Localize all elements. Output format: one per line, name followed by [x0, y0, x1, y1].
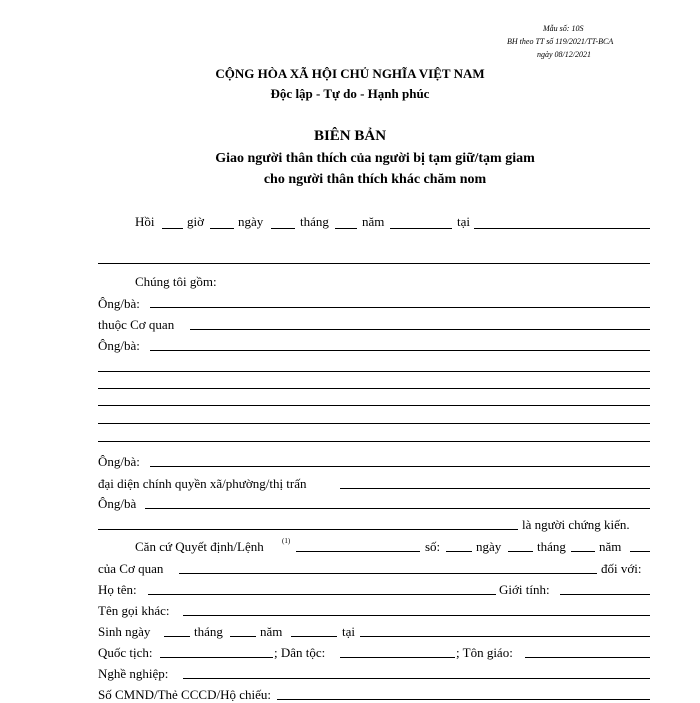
label-ong-ba-4: Ông/bà: [98, 496, 137, 511]
field-thang-2[interactable]: [571, 551, 595, 552]
field-quyet-dinh[interactable]: [296, 551, 420, 552]
field-ong-ba-4[interactable]: [145, 508, 650, 509]
field-xa-phuong[interactable]: [340, 488, 650, 489]
field-hour[interactable]: [162, 228, 183, 229]
field-ton-giao[interactable]: [525, 657, 650, 658]
form-number: Mẫu số: 10S: [543, 24, 584, 33]
label-ngay: ngày: [238, 214, 264, 229]
field-minute[interactable]: [210, 228, 234, 229]
field-so[interactable]: [446, 551, 472, 552]
field-dan-toc[interactable]: [340, 657, 455, 658]
form-date: ngày 08/12/2021: [537, 50, 591, 59]
document-title: BIÊN BẢN: [313, 128, 387, 144]
label-so: số:: [425, 539, 441, 554]
field-blank-line-1[interactable]: [98, 371, 650, 372]
label-hoi: Hồi: [135, 214, 155, 229]
label-cua-co-quan: của Cơ quan: [98, 561, 164, 576]
field-ong-ba-2[interactable]: [150, 350, 650, 351]
label-ong-ba-3: Ông/bà:: [98, 454, 140, 469]
field-day[interactable]: [271, 228, 295, 229]
label-quoc-tich: Quốc tịch:: [98, 645, 153, 660]
label-sinh-ngay: Sinh ngày: [98, 624, 151, 639]
field-year[interactable]: [390, 228, 452, 229]
field-ong-ba-1[interactable]: [150, 307, 650, 308]
label-tai: tại: [457, 214, 470, 229]
label-ten-goi-khac: Tên gọi khác:: [98, 603, 170, 618]
document-subtitle-2: cho người thân thích khác chăm nom: [263, 172, 487, 187]
field-nam-2[interactable]: [630, 551, 650, 552]
label-nam-2: năm: [599, 539, 622, 554]
label-dai-dien: đại diện chính quyền xã/phường/thị trấn: [98, 476, 307, 491]
label-nghe-nghiep: Nghề nghiệp:: [98, 666, 169, 681]
label-ton-giao: ; Tôn giáo:: [456, 645, 513, 660]
field-blank-line-2[interactable]: [98, 388, 650, 389]
field-quoc-tich[interactable]: [160, 657, 273, 658]
label-thuoc-co-quan: thuộc Cơ quan: [98, 317, 175, 332]
field-witness[interactable]: [98, 529, 518, 530]
field-ngay-2[interactable]: [508, 551, 533, 552]
field-ten-goi-khac[interactable]: [183, 615, 650, 616]
footnote-marker: (1): [282, 537, 291, 545]
label-gioi-tinh: Giới tính:: [499, 582, 550, 597]
field-dob-year[interactable]: [291, 636, 337, 637]
label-chung-toi-gom: Chúng tôi gồm:: [135, 274, 217, 289]
field-gioi-tinh[interactable]: [560, 594, 650, 595]
label-chung-kien: là người chứng kiến.: [522, 517, 630, 532]
label-ho-ten: Họ tên:: [98, 582, 137, 597]
field-co-quan[interactable]: [190, 329, 650, 330]
document-subtitle-1: Giao người thân thích của người bị tạm giữ/tạm giam: [215, 151, 535, 166]
label-cmnd: Số CMND/Thẻ CCCD/Hộ chiếu:: [98, 687, 271, 702]
label-thang-2: tháng: [537, 539, 566, 554]
country-name: CỘNG HÒA XÃ HỘI CHỦ NGHĨA VIỆT NAM: [215, 66, 485, 81]
label-doi-voi: đối với:: [601, 561, 642, 576]
label-thang: tháng: [300, 214, 329, 229]
national-motto: Độc lập - Tự do - Hạnh phúc: [270, 86, 430, 101]
label-nam: năm: [362, 214, 385, 229]
field-nghe-nghiep[interactable]: [183, 678, 650, 679]
field-month[interactable]: [335, 228, 357, 229]
label-can-cu: Căn cứ Quyết định/Lệnh: [135, 539, 264, 554]
label-nam-3: năm: [260, 624, 283, 639]
field-dob-month[interactable]: [230, 636, 256, 637]
field-blank-line-3[interactable]: [98, 405, 650, 406]
field-ong-ba-3[interactable]: [150, 466, 650, 467]
field-ho-ten[interactable]: [148, 594, 496, 595]
label-ong-ba-1: Ông/bà:: [98, 296, 140, 311]
field-cua-co-quan[interactable]: [179, 573, 597, 574]
form-basis: BH theo TT số 119/2021/TT-BCA: [507, 37, 614, 46]
field-dob-place[interactable]: [360, 636, 650, 637]
label-tai-2: tại: [342, 624, 355, 639]
label-gio: giờ: [187, 214, 204, 229]
label-thang-3: tháng: [194, 624, 223, 639]
field-place[interactable]: [474, 228, 650, 229]
field-blank-line-4[interactable]: [98, 423, 650, 424]
label-dan-toc: ; Dân tộc:: [274, 645, 326, 660]
label-ong-ba-2: Ông/bà:: [98, 338, 140, 353]
field-blank-line-5[interactable]: [98, 441, 650, 442]
field-dob-day[interactable]: [164, 636, 190, 637]
field-place-continued[interactable]: [98, 263, 650, 264]
label-ngay-2: ngày: [476, 539, 502, 554]
